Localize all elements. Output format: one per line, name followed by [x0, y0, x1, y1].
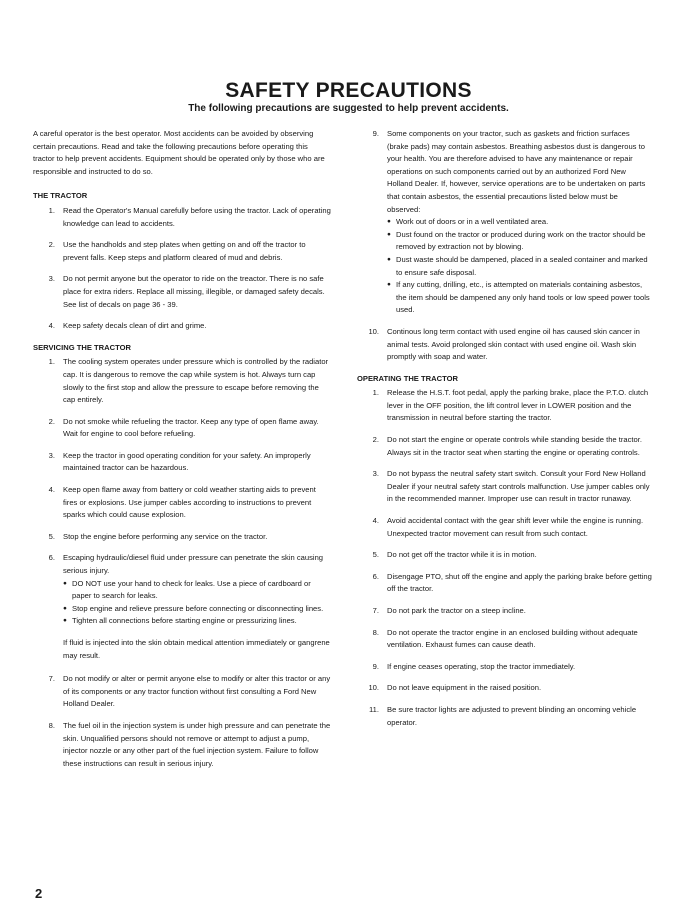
bullet-list	[63, 578, 331, 628]
item-number: 3.	[48, 274, 55, 284]
item-number: 1.	[48, 357, 55, 367]
list-item	[33, 531, 331, 544]
bullet-item: ● Work out of doors or in a well ventilated area.	[387, 216, 652, 229]
section-heading-the-tractor: THE TRACTOR	[33, 191, 88, 201]
bullet-item: ● Dust waste should be dampened, placed in a sealed container and marked to ensure safe disposal.	[387, 254, 652, 279]
bullet-item: ● Dust found on the tractor or produced during work on the tractor should be removed by extraction not by blowing.	[387, 229, 652, 254]
right-column	[357, 128, 652, 738]
item-text: Continous long term contact with used engine oil has caused skin cancer in animal tests. Avoid prolonged skin contact with used engine oil. Wash skin promptly with soap and water.	[387, 326, 640, 362]
section-heading-operating: OPERATING THE TRACTOR	[357, 373, 458, 383]
list-item	[33, 720, 331, 770]
item-text: Escaping hydraulic/diesel fluid under pressure can penetrate the skin causing serious injury.	[63, 553, 324, 576]
section-heading-servicing: SERVICING THE TRACTOR	[33, 342, 132, 352]
item-text: Do not get off the tractor while it is in motion.	[387, 550, 537, 560]
list-item	[33, 673, 331, 711]
list-item	[33, 450, 331, 475]
intro-paragraph: A careful operator is the best operator. Most accidents can be avoided by observing certain precautions. Read and take the following precautions before operating this tractor to help prevent accidents. Equipment should be operated only by those who are responsible and instructed to do so.	[33, 129, 325, 176]
item-number: 8.	[48, 720, 55, 730]
list-item	[357, 704, 652, 729]
medical-note: If fluid is injected into the skin obtain medical attention immediately or gangrene may result.	[63, 638, 330, 660]
item-text: Do not modify or alter or permit anyone else to modify or alter this tractor or any of its components or any tractor function without first consulting a Ford New Holland Dealer.	[63, 674, 331, 709]
item-number: 5.	[372, 550, 379, 560]
list-item	[33, 416, 331, 441]
item-text: Stop the engine before performing any service on the tractor.	[63, 531, 268, 541]
list-item	[357, 627, 652, 652]
bullet-item: ● Tighten all connections before starting engine or pressurizing lines.	[63, 615, 331, 628]
list-item	[33, 205, 331, 230]
item-text: Do not leave equipment in the raised position.	[387, 683, 542, 693]
item-text: Release the H.S.T. foot pedal, apply the parking brake, place the P.T.O. clutch lever in the OFF position, the lift control lever in LOWER position and the transmission in neutral before starting the tractor.	[387, 388, 649, 423]
list-item	[357, 549, 652, 562]
page-subtitle: The following precautions are suggested to help prevent accidents.	[188, 103, 509, 114]
item-number: 2.	[372, 435, 379, 445]
item-number: 11.	[369, 704, 379, 714]
item-text: Read the Operator's Manual carefully before using the tractor. Lack of operating knowledge can lead to accidents.	[63, 205, 331, 228]
item-number: 4.	[48, 485, 55, 495]
item-number: 4.	[48, 321, 55, 331]
list-item	[33, 320, 331, 333]
page-title: SAFETY PRECAUTIONS	[225, 79, 472, 102]
item-number: 1.	[48, 205, 55, 215]
list-item	[33, 484, 331, 522]
item-text: Do not park the tractor on a steep incline.	[387, 606, 526, 615]
operating-list	[357, 387, 652, 729]
item-number: 2.	[48, 416, 55, 426]
item-text: Disengage PTO, shut off the engine and apply the parking brake before getting off the tractor.	[387, 571, 652, 594]
item-text: Keep the tractor in good operating condition for your safety. An improperly maintained tractor can be hazardous.	[63, 450, 311, 473]
item-number: 5.	[48, 531, 55, 541]
list-item	[357, 661, 652, 674]
item-number: 9.	[372, 129, 379, 138]
list-item	[357, 128, 652, 317]
item-text: The cooling system operates under pressure which is controlled by the radiator cap. It is dangerous to remove the cap while system is hot. Always turn cap slowly to the first stop and allow the pressure to escape before removing the cap entirely.	[63, 357, 329, 405]
bullet-item: ● Stop engine and relieve pressure before connecting or disconnecting lines.	[63, 603, 331, 616]
bullet-item: ● DO NOT use your hand to check for leaks. Use a piece of cardboard or paper to search for leaks.	[63, 578, 331, 603]
item-number: 8.	[372, 627, 379, 637]
bullet-item: ● If any cutting, drilling, etc., is attempted on materials containing asbestos, the item should be dampened any only hand tools or low speed power tools used.	[387, 279, 652, 317]
item-text: Keep open flame away from battery or cold weather starting aids to prevent fires or explosions. Use jumper cables according to instructions to prevent sparks which could cause explosion.	[63, 485, 316, 520]
list-item	[357, 387, 652, 425]
list-item	[357, 434, 652, 459]
list-item	[357, 605, 652, 618]
item-number: 10.	[368, 683, 379, 693]
item-text: The fuel oil in the injection system is under high pressure and can penetrate the skin. Unqualified persons should not remove or attempt to adjust a pump, injector nozzle or any other part of the fuel injection system. Failure to follow these instructions can result in serious injury.	[63, 720, 331, 768]
list-item	[33, 356, 331, 406]
the-tractor-list	[33, 205, 331, 333]
list-item	[357, 468, 652, 506]
item-text: Use the handholds and step plates when getting on and off the tractor to prevent falls. Keep steps and platform cleared of mud and debris.	[63, 240, 306, 262]
list-item	[33, 552, 331, 628]
list-item	[357, 571, 652, 596]
item-number: 7.	[48, 674, 55, 684]
servicing-list	[33, 356, 331, 628]
item-text: Some components on your tractor, such as gaskets and friction surfaces (brake pads) may contain asbestos. Breathing asbestos dust is dangerous to your health. You are therefore advised to have any maintenance or repair operations on such components carried out by an authorized Ford New Holland Dealer. If, however, service operations are to be undertaken on parts that contain asbestos, the essential precautions listed below must be observed:	[387, 129, 646, 214]
item-number: 6.	[372, 571, 379, 581]
item-text: If engine ceases operating, stop the tractor immediately.	[387, 661, 576, 671]
item-text: Do not bypass the neutral safety start switch. Consult your Ford New Holland Dealer if your neutral safety start controls malfunction. Use jumper cables only in the recommended manner. Improper use can result in tractor runaway.	[387, 469, 650, 504]
item-number: 2.	[48, 240, 55, 250]
item-text: Do not operate the tractor engine in an enclosed building without adequate ventilation. Exhaust fumes can cause death.	[387, 627, 638, 650]
page-number: 2	[35, 886, 43, 901]
item-text: Be sure tractor lights are adjusted to prevent blinding an oncoming vehicle operator.	[387, 704, 637, 727]
servicing-list-right	[357, 128, 652, 364]
list-item	[33, 273, 331, 311]
item-text: Do not start the engine or operate controls while standing beside the tractor. Always sit in the tractor seat when starting the engine or operating controls.	[387, 435, 642, 457]
item-number: 4.	[372, 516, 379, 526]
item-number: 1.	[372, 388, 379, 398]
list-item	[357, 515, 652, 540]
item-number: 10.	[368, 326, 379, 336]
bullet-list	[387, 216, 652, 317]
item-number: 9.	[372, 661, 379, 671]
item-text: Avoid accidental contact with the gear shift lever while the engine is running. Unexpected tractor movement can result from such contact.	[387, 516, 644, 538]
item-number: 3.	[48, 450, 55, 460]
left-column	[33, 128, 331, 779]
list-item	[33, 239, 331, 264]
item-number: 6.	[48, 553, 55, 563]
item-number: 7.	[372, 606, 379, 615]
item-text: Do not smoke while refueling the tractor. Keep any type of open flame away. Wait for engine to cool before refueling.	[63, 416, 319, 439]
item-text: Keep safety decals clean of dirt and grime.	[63, 321, 207, 331]
item-number: 3.	[372, 469, 379, 479]
item-text: Do not permit anyone but the operator to ride on the treactor. There is no safe place for extra riders. Replace all missing, illegible, or damaged safety decals. See list of decals on page 36 - 39.	[63, 274, 325, 309]
list-item	[357, 326, 652, 364]
servicing-list-continued	[33, 673, 331, 770]
list-item	[357, 682, 652, 695]
